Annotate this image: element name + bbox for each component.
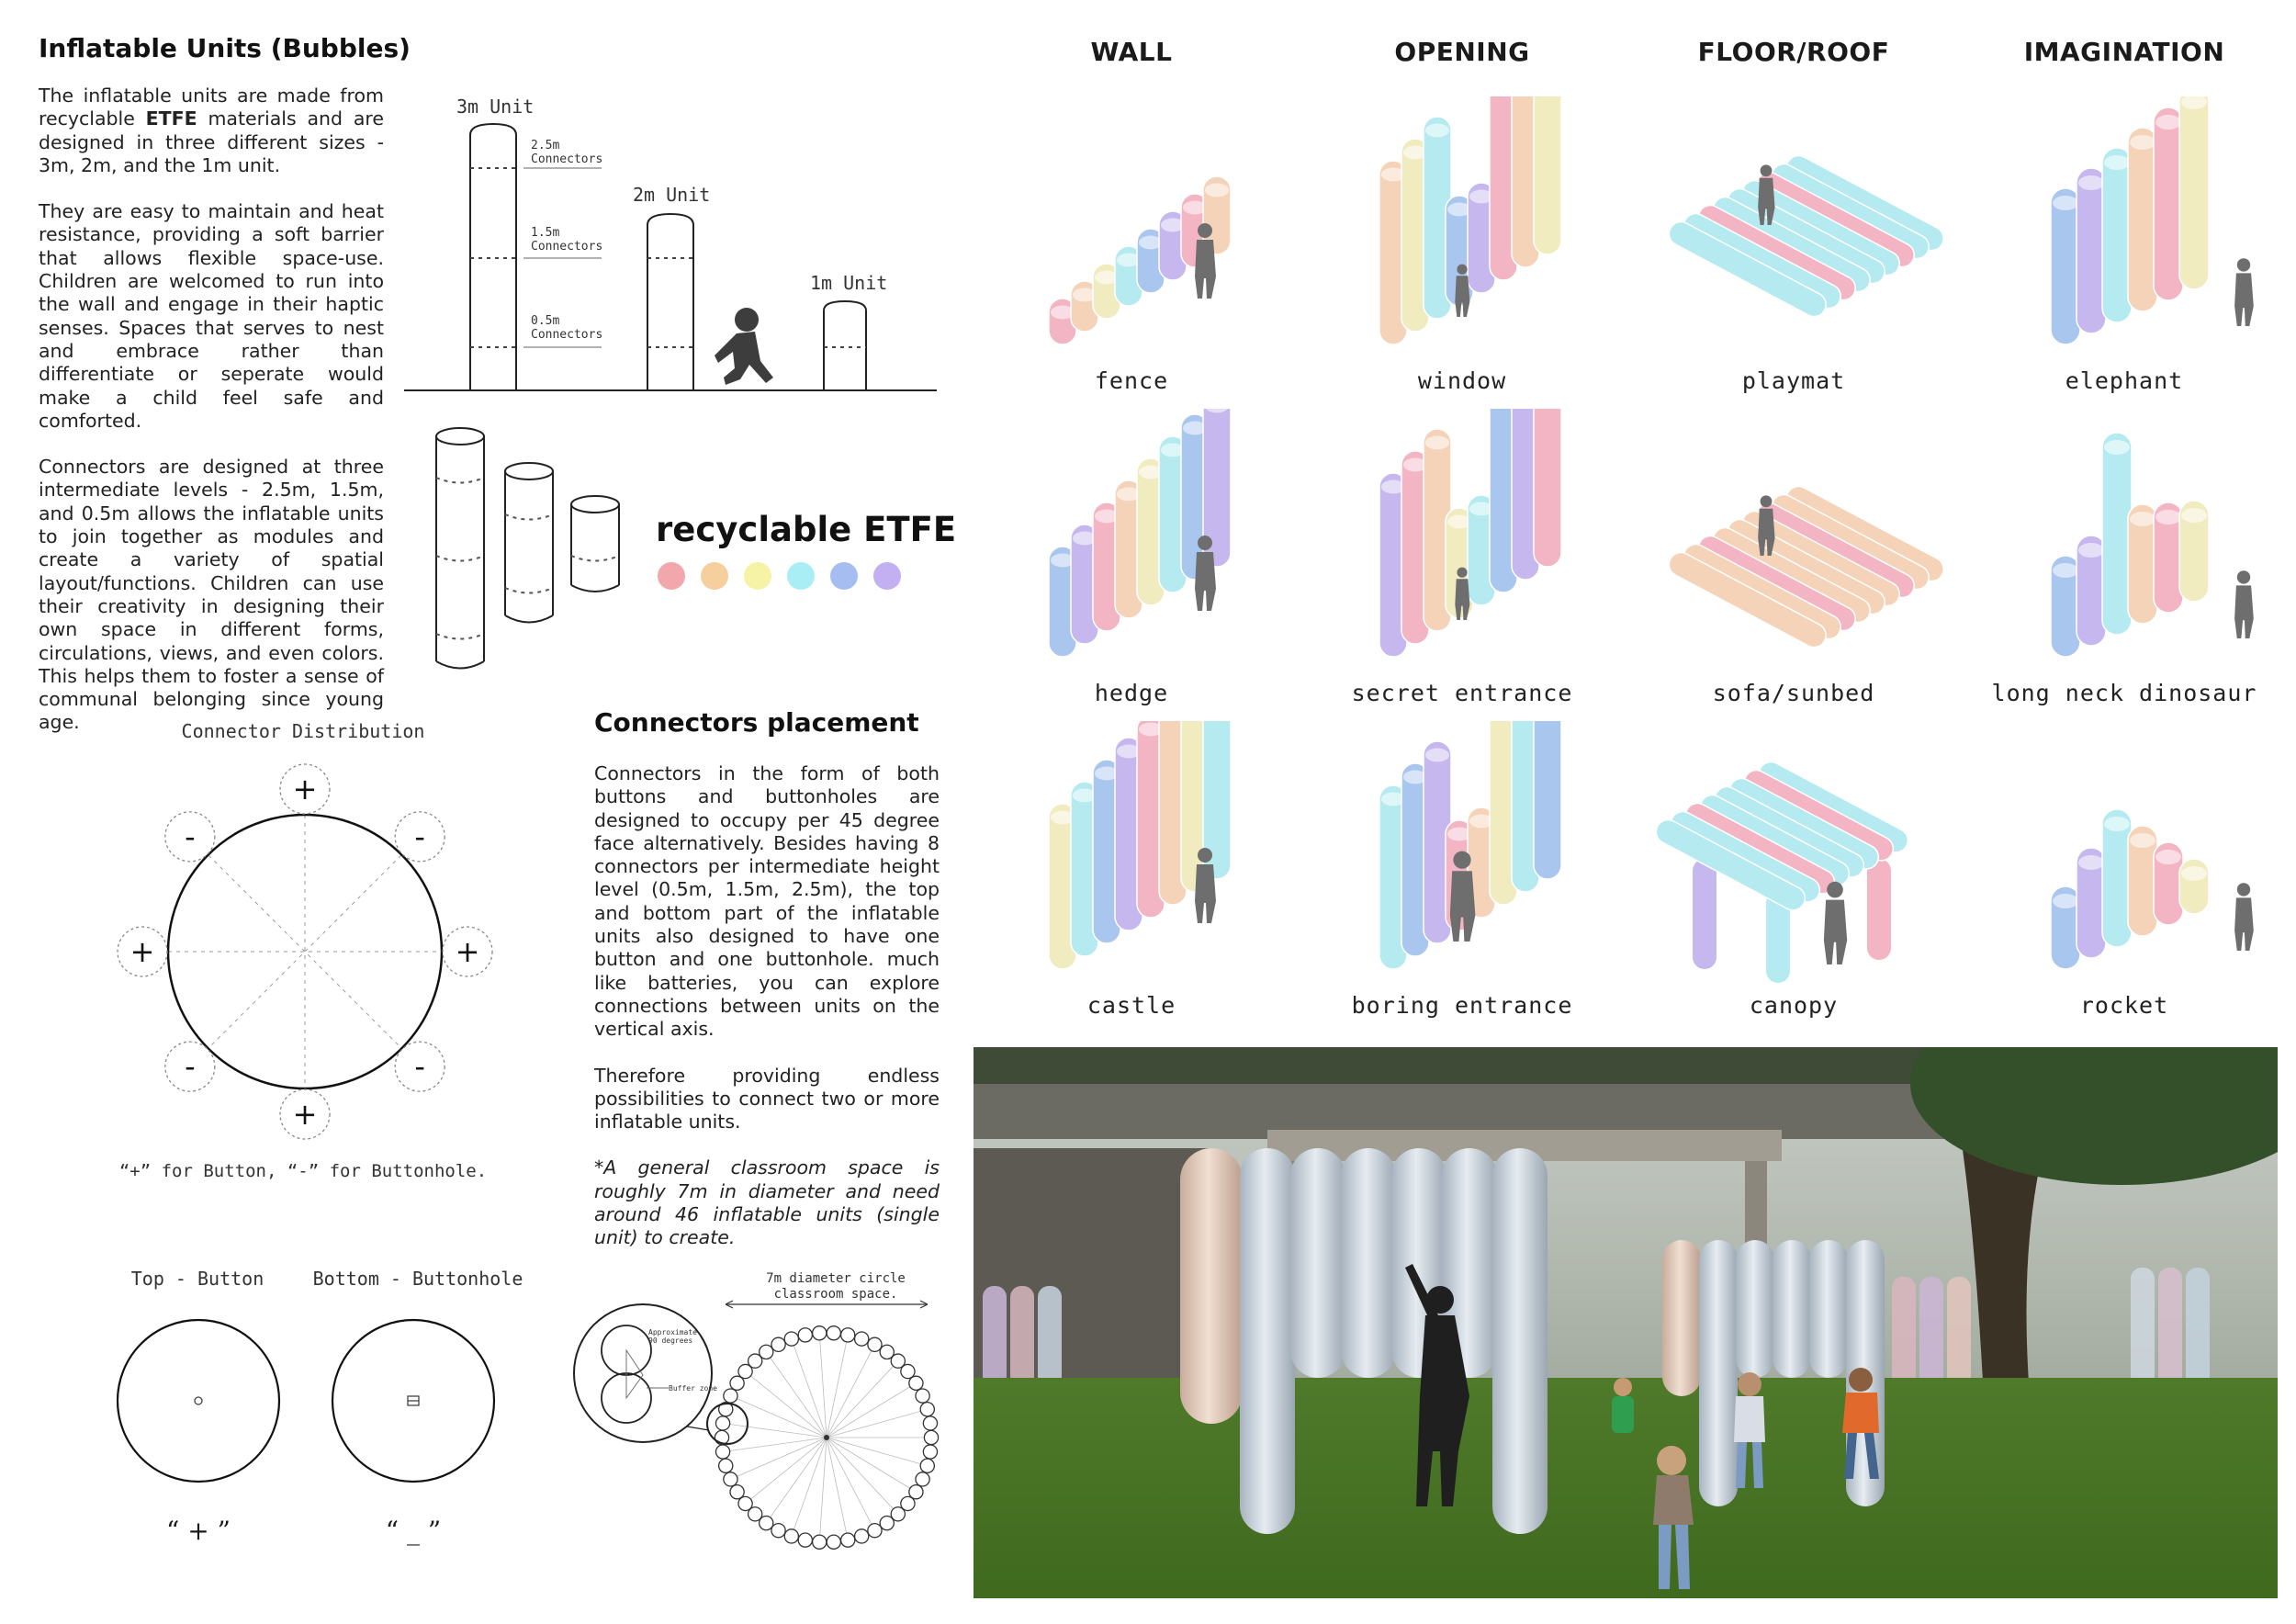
typology-caption: castle [1086,992,1176,1019]
typology-caption: long neck dinosaur [1991,680,2257,706]
intro-paragraph-3: Connectors are designed at three intermediate levels - 2.5m, 1.5m, and 0.5m allows the inflatable units to join together as modules and create a variety of spatial layout/functions. Children can use their creativity in designing their own space in different forms, circulations, views, and even colors. This helps them to foster a sense of communal belonging since young age. [39,456,384,734]
typology-illustration [1638,96,1950,363]
classroom-unit [719,1459,733,1472]
placement-paragraph-3 [594,1156,940,1249]
classroom-unit [784,1332,798,1346]
etfe-swatch-5 [830,562,858,590]
intro-title: Inflatable Units (Bubbles) [39,33,411,63]
classroom-unit [923,1445,937,1459]
column-heading-opening: OPENING [1394,37,1530,67]
classroom-unit [916,1389,929,1403]
classroom-unit [724,1472,737,1486]
placement-paragraph-2: Therefore providing endless possibilities to connect two or more inflatable units. [594,1064,940,1133]
etfe-title: recyclable ETFE [656,510,957,549]
angle-note-line-2: 90 degrees [648,1336,693,1345]
bottom-buttonhole-label: Bottom - Buttonhole [312,1268,523,1290]
typology-illustration [1306,721,1618,987]
classroom-unit [771,1524,785,1538]
typology-illustration [1638,721,1950,987]
running-child-icon [715,308,773,385]
typology-caption: fence [1094,367,1169,394]
classroom-unit [920,1459,934,1472]
etfe-swatch-2 [701,562,728,590]
classroom-angle-note [648,1328,697,1345]
unit-2m-label: 2m Unit [633,184,711,206]
classroom-unit [760,1345,773,1359]
classroom-unit [920,1403,934,1416]
buttonhole-sign: - [414,818,425,854]
connector-15-label [531,226,602,254]
intro-paragraph-1 [39,85,384,177]
typology-caption: secret entrance [1351,680,1573,706]
buttonhole-sign: - [414,1049,425,1085]
park-render-image [974,1047,2278,1598]
column-heading-imagination: IMAGINATION [2023,37,2225,67]
unit-3m-label: 3m Unit [456,96,535,118]
classroom-unit [827,1535,840,1549]
connector-15-word: Connectors [531,240,603,254]
classroom-buffer-note: Buffer zone [669,1384,717,1393]
intro-p1-start: The inflatable units are made from recyclable [39,85,384,130]
classroom-unit [813,1326,827,1340]
classroom-unit [730,1485,744,1499]
classroom-label-line-1: 7m diameter circle [766,1271,906,1286]
connector-05-label [531,314,602,342]
angle-note-line-1: Approximate [648,1328,697,1336]
classroom-unit [841,1328,855,1342]
connector-distribution-diagram [110,758,496,1153]
intro-p1-end: materials and are designed in three different sizes - 3m, 2m, and the 1m unit. [39,107,384,176]
park-render-scene [974,1047,2278,1598]
classroom-label-line-2: classroom space. [773,1287,898,1302]
typology-caption: playmat [1741,367,1846,394]
intro-paragraph-2: They are easy to maintain and heat resistance, providing a soft barrier that allows flexible space-use. Children are welcomed to run into the wall and engage in their haptic senses. Spaces that serves to nest and embrace rather than differentiate or seperate would make a child feel safe and comforted. [39,200,384,432]
buttonhole-sign: - [185,1049,196,1085]
button-sign: + [292,772,318,806]
typology-illustration [975,96,1288,363]
classroom-unit [855,1529,869,1543]
typology-caption: elephant [2065,367,2184,394]
column-heading-wall: WALL [1090,37,1173,67]
classroom-unit [813,1535,827,1549]
etfe-swatch-3 [744,562,771,590]
classroom-unit [827,1326,840,1340]
bottom-symbol: “ _ ” [385,1516,442,1546]
classroom-unit [868,1337,882,1351]
buttonhole-sign: - [185,818,196,854]
typology-caption: boring entrance [1351,992,1573,1019]
etfe-swatch-6 [873,562,901,590]
connector-15-height: 1.5m [531,226,560,240]
typology-illustration [975,721,1288,987]
typology-caption: window [1417,367,1507,394]
typology-illustration [1306,96,1618,363]
column-heading-floor-roof: FLOOR/ROOF [1697,37,1890,67]
top-button-label: Top - Button [130,1268,264,1290]
classroom-unit [784,1529,798,1543]
typology-caption: rocket [2079,992,2169,1019]
typology-illustration [1306,409,1618,675]
placement-text [594,762,940,1250]
intro-text [39,85,384,735]
classroom-unit [880,1517,894,1530]
typology-illustration [1968,409,2280,675]
classroom-unit [916,1472,929,1486]
classroom-unit [724,1389,737,1403]
intro-p1-bold: ETFE [145,107,197,130]
top-bottom-diagram [110,1309,533,1493]
connector-05-word: Connectors [531,328,603,342]
connector-caption: “+” for Button, “-” for Buttonhole. [118,1161,488,1181]
placement-paragraph-1: Connectors in the form of both buttons and buttonholes are designed to occupy per 45 degree face alternatively. Besides having 8 connectors per intermediate height level (0.5m, 1.5m, 2.5m), the top and bottom part of the inflatable units also designed to have one button and one buttonhole. much like batteries, you can explore connections between units on the vertical axis. [594,762,940,1041]
classroom-diagram [569,1291,951,1557]
placement-note: *A general classroom space is roughly 7m in diameter and need around 46 inflatable units (single unit) to create. [594,1156,940,1249]
unit-1m-label: 1m Unit [810,272,888,294]
typology-caption: sofa/sunbed [1712,680,1875,706]
classroom-unit [924,1430,938,1444]
typology-illustration [1638,409,1950,675]
etfe-swatch-4 [787,562,815,590]
classroom-unit [841,1533,855,1547]
placement-title: Connectors placement [594,707,919,738]
connector-05-height: 0.5m [531,314,560,328]
classroom-unit [868,1524,882,1538]
classroom-unit [715,1445,729,1459]
classroom-unit [771,1337,785,1351]
classroom-unit [909,1376,923,1390]
connector-25-label [531,139,602,166]
button-sign: + [455,934,480,969]
typology-illustration [975,409,1288,675]
top-symbol: “ + ” [166,1516,231,1546]
classroom-unit [855,1332,869,1346]
typology-caption: canopy [1749,992,1839,1019]
typology-caption: hedge [1094,680,1169,706]
classroom-unit [798,1533,812,1547]
typology-illustration [1968,96,2280,363]
etfe-swatches [658,562,901,590]
classroom-unit [798,1328,812,1342]
connector-25-height: 2.5m [531,139,560,152]
connector-distribution-title: Connector Distribution [181,720,425,742]
button-sign: + [129,934,155,969]
button-sign: + [292,1097,318,1132]
typology-illustration [1968,721,2280,987]
classroom-unit [715,1416,729,1430]
etfe-swatch-1 [658,562,685,590]
classroom-unit [923,1416,937,1430]
connector-25-word: Connectors [531,152,603,166]
